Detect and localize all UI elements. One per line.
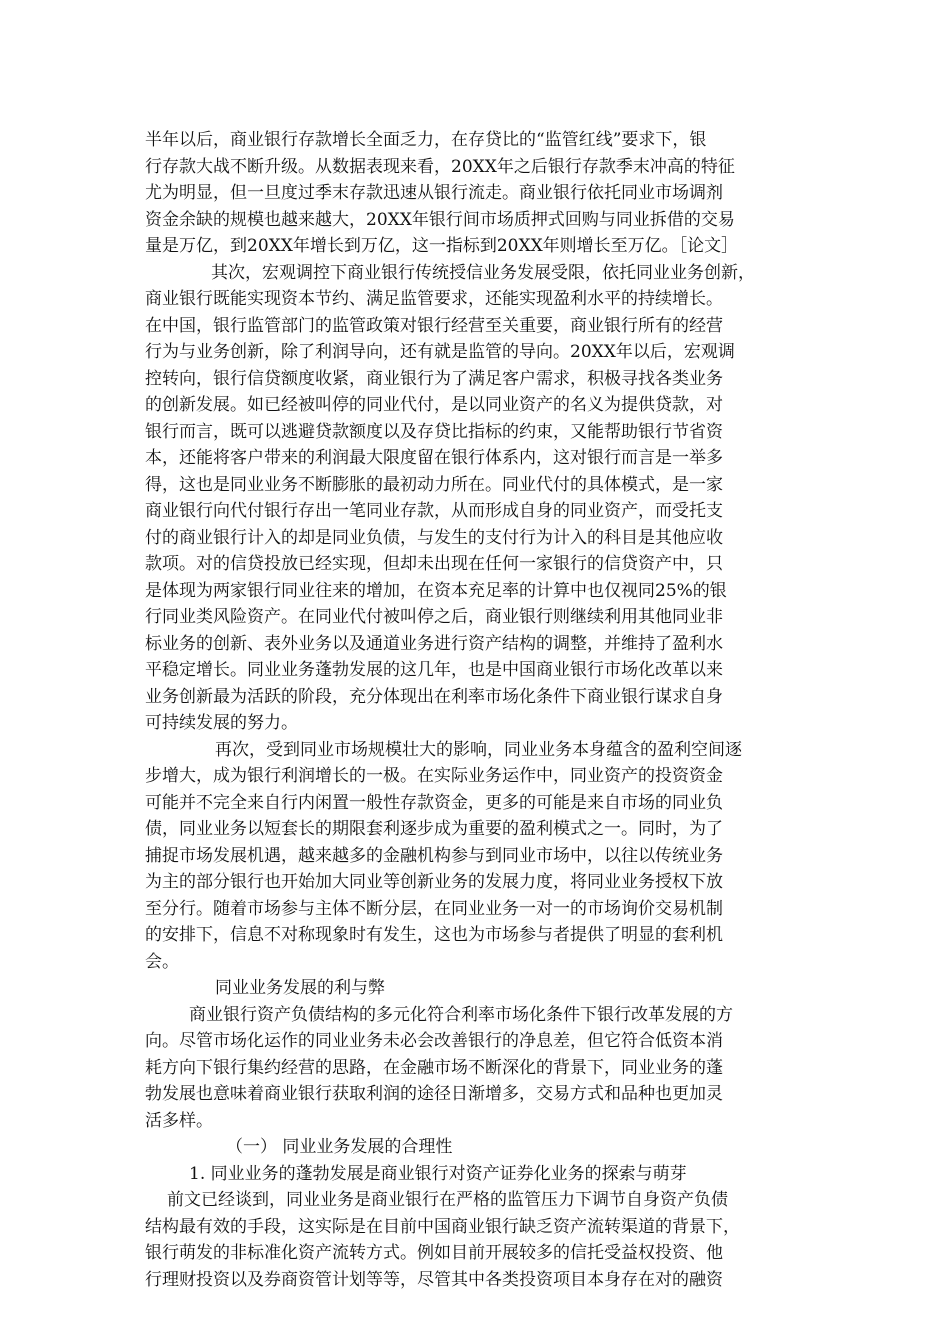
text-line: 付的商业银行计入的却是同业负债，与发生的支付行为计入的科目是其他应收: [145, 527, 723, 548]
subsection-heading: （一） 同业业务发展的合理性: [226, 1137, 453, 1157]
text-line: 其次，宏观调控下商业银行传统授信业务发展受限，依托同业业务创新，: [211, 262, 755, 283]
paragraph-profit-space: [145, 737, 813, 976]
text-line: 资金余缺的规模也越来越大，20XX年银行间市场质押式回购与同业拆借的交易: [145, 209, 735, 230]
text-line: 控转向，银行信贷额度收紧，商业银行为了满足客户需求，积极寻找各类业务: [145, 368, 723, 389]
text-line: 的安排下，信息不对称现象时有发生，这也为市场参与者提供了明显的套利机: [145, 925, 723, 945]
text-line: 再次，受到同业市场规模壮大的影响，同业业务本身蕴含的盈利空间逐: [215, 739, 742, 760]
text-line: 银行而言，既可以逃避贷款额度以及存贷比指标的约束，又能帮助银行节省资: [145, 421, 723, 442]
text-line: 在中国，银行监管部门的监管政策对银行经营至关重要，商业银行所有的经营: [145, 315, 723, 336]
text-line: 至分行。随着市场参与主体不断分层，在同业业务一对一的市场询价交易机制: [145, 898, 723, 919]
text-line: 可能并不完全来自行内闲置一般性存款资金，更多的可能是来自市场的同业负: [145, 792, 723, 813]
document-body: [145, 127, 813, 1293]
text-line: 结构最有效的手段，这实际是在目前中国商业银行缺乏资产流转渠道的背景下，: [145, 1216, 740, 1237]
text-line: 是体现为两家银行同业往来的增加，在资本充足率的计算中也仅视同25%的银: [145, 580, 727, 601]
text-line: 为主的部分银行也开始加大同业等创新业务的发展力度，将同业业务授权下放: [145, 872, 723, 892]
text-line: 行同业类风险资产。在同业代付被叫停之后，商业银行则继续利用其他同业非: [145, 607, 723, 627]
text-line: 向。尽管市场化运作的同业业务未必会改善银行的净息差，但它符合低资本消: [145, 1031, 723, 1051]
paragraph-macro-control: [145, 260, 813, 737]
subheading-securitization: [145, 1161, 813, 1188]
text-line: 行理财投资以及券商资管计划等等，尽管其中各类投资项目本身存在对的融资: [145, 1269, 723, 1290]
numbered-heading: 1. 同业业务的蓬勃发展是商业银行对资产证券化业务的探索与萌芽: [189, 1163, 687, 1184]
text-line: 银行萌发的非标准化资产流转方式。例如目前开展较多的信托受益权投资、他: [145, 1243, 723, 1263]
subheading-rationality: [145, 1134, 813, 1161]
text-line: 本，还能将客户带来的利润最大限度留在银行体系内，这对银行而言是一举多: [145, 448, 723, 468]
text-line: 耗方向下银行集约经营的思路，在金融市场不断深化的背景下，同业业务的蓬: [145, 1057, 723, 1078]
text-line: 行为与业务创新，除了利润导向，还有就是监管的导向。20XX年以后，宏观调: [145, 342, 735, 362]
text-line: 商业银行资产负债结构的多元化符合利率市场化条件下银行改革发展的方: [189, 1004, 733, 1025]
section-heading-pros-cons: [145, 975, 813, 1002]
text-line: 商业银行向代付银行存出一笔同业存款，从而形成自身的同业资产，而受托支: [145, 501, 723, 521]
text-line: 债，同业业务以短套长的期限套利逐步成为重要的盈利模式之一。同时，为了: [145, 819, 723, 839]
text-line: 得，这也是同业业务不断膨胀的最初动力所在。同业代付的具体模式，是一家: [145, 474, 723, 495]
text-line: 步增大，成为银行利润增长的一极。在实际业务运作中，同业资产的投资资金: [145, 766, 723, 786]
text-line: 量是万亿，到20XX年增长到万亿，这一指标到20XX年则增长至万亿。［论文］: [145, 236, 739, 256]
text-line: 可持续发展的努力。: [145, 713, 298, 733]
text-line: 平稳定增长。同业业务蓬勃发展的这几年，也是中国商业银行市场化改革以来: [145, 660, 723, 680]
text-line: 会。: [145, 951, 179, 972]
paragraph-deposit-competition: [145, 127, 813, 260]
text-line: 捕捉市场发展机遇，越来越多的金融机构参与到同业市场中，以往以传统业务: [145, 845, 723, 866]
text-line: 勃发展也意味着商业银行获取利润的途径日渐增多，交易方式和品种也更加灵: [145, 1084, 723, 1104]
section-heading: 同业业务发展的利与弊: [215, 978, 385, 998]
paragraph-asset-liability: [145, 1002, 813, 1135]
text-line: 活多样。: [145, 1110, 213, 1131]
text-line: 前文已经谈到，同业业务是商业银行在严格的监管压力下调节自身资产负债: [167, 1190, 728, 1210]
text-line: 尤为明显，但一旦度过季末存款迅速从银行流走。商业银行依托同业市场调剂: [145, 183, 723, 203]
text-line: 的创新发展。如已经被叫停的同业代付，是以同业资产的名义为提供贷款，对: [145, 395, 723, 415]
text-line: 款项。对的信贷投放已经实现，但却未出现在任何一家银行的信贷资产中，只: [145, 554, 723, 574]
paragraph-asset-transfer: [145, 1187, 813, 1293]
text-line: 商业银行既能实现资本节约、满足监管要求，还能实现盈利水平的持续增长。: [145, 289, 723, 309]
text-line: 行存款大战不断升级。从数据表现来看，20XX年之后银行存款季末冲高的特征: [145, 156, 735, 177]
text-line: 标业务的创新、表外业务以及通道业务进行资产结构的调整，并维持了盈利水: [145, 633, 723, 654]
text-line: 半年以后，商业银行存款增长全面乏力，在存贷比的“监管红线”要求下，银: [145, 130, 707, 150]
text-line: 业务创新最为活跃的阶段，充分体现出在利率市场化条件下商业银行谋求自身: [145, 686, 723, 707]
